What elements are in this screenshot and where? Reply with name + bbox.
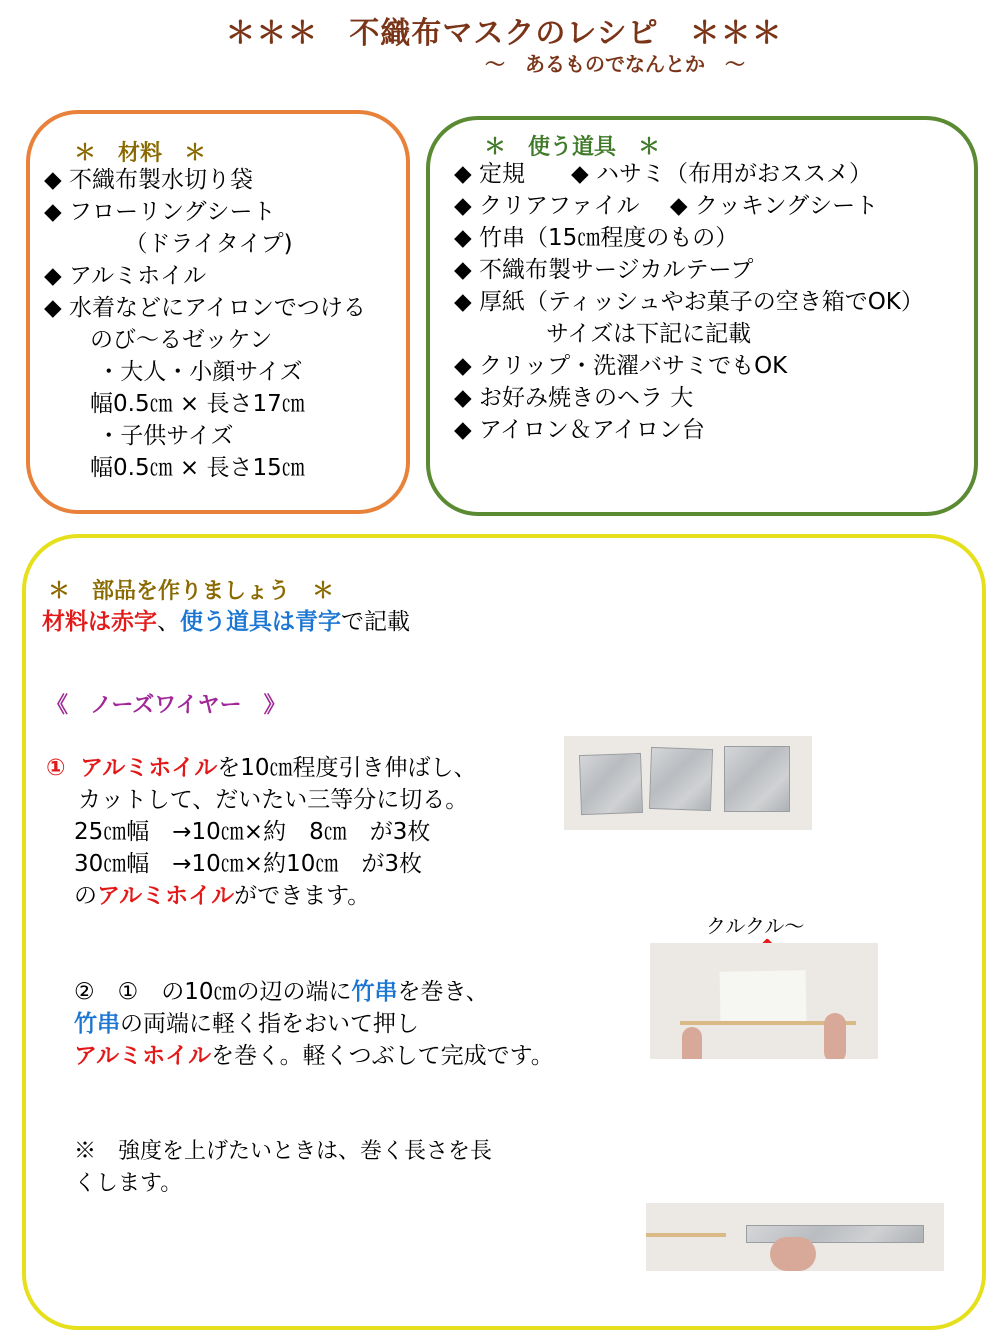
tools-header: ＊ 使う道具 ＊ — [484, 135, 661, 160]
legend-sep: 、 — [157, 609, 180, 635]
legend-tail: で記載 — [341, 609, 410, 635]
legend-blue: 使う道具は青字 — [180, 609, 341, 635]
materials-item: ◆ 不織布製水切り袋 — [44, 167, 253, 193]
tools-item: ◆ クリップ・洗濯バサミでもOK — [454, 353, 788, 379]
rolling-foil-photo — [650, 943, 878, 1059]
materials-item: 幅0.5㎝ × 長さ15㎝ — [44, 455, 305, 481]
parts-header: ＊ 部品を作りましょう ＊ — [48, 579, 335, 604]
tools-item: ◆ クリアファイル ◆ クッキングシート — [454, 193, 879, 219]
materials-item: 幅0.5㎝ × 長さ17㎝ — [44, 391, 305, 417]
materials-item: ◆ アルミホイル — [44, 263, 207, 289]
finished-wire-photo — [646, 1203, 944, 1271]
material-foil: アルミホイル — [80, 755, 218, 781]
step-1-text: ができます。 — [234, 883, 371, 909]
step-1-text: を10㎝程度引き伸ばし、 — [217, 755, 477, 781]
materials-item: のび～るゼッケン — [44, 327, 273, 353]
legend-red: 材料は赤字 — [42, 609, 157, 635]
page-title: ＊＊＊ 不織布マスクのレシピ ＊＊＊ — [225, 16, 783, 51]
note-line: ※ 強度を上げたいときは、巻く長さを長 — [74, 1139, 493, 1164]
foil-pieces-photo — [564, 736, 812, 830]
materials-item: ◆ 水着などにアイロンでつける — [44, 295, 366, 321]
strength-note — [74, 1136, 492, 1200]
step-2-text: ② ① の10㎝の辺の端に — [74, 979, 352, 1005]
step-1-text: 30㎝幅 →10㎝×約10㎝ が3枚 — [74, 851, 422, 877]
tools-item: ◆ 厚紙（ティッシュやお菓子の空き箱でOK） — [454, 289, 924, 315]
step-1-text: 25㎝幅 →10㎝×約 8㎝ が3枚 — [74, 819, 431, 845]
tools-item: ◆ 定規 ◆ ハサミ（布用がおススメ） — [454, 161, 872, 187]
tool-skewer: 竹串 — [74, 1011, 120, 1037]
tools-item: ◆ 竹串（15㎝程度のもの） — [454, 225, 739, 251]
tools-item: ◆ お好み焼きのヘラ 大 — [454, 385, 694, 411]
step-1-number: ① — [46, 755, 66, 781]
color-legend — [42, 606, 410, 638]
materials-item: ・子供サイズ — [44, 423, 234, 449]
step-1-text: の — [74, 883, 97, 909]
material-foil: アルミホイル — [74, 1043, 212, 1069]
step-2-text: を巻き、 — [397, 979, 489, 1005]
materials-item: ◆ フローリングシート — [44, 199, 276, 225]
materials-header: ＊ 材料 ＊ — [74, 141, 207, 166]
step-1-text: カットして、だいたい三等分に切る。 — [78, 787, 469, 813]
materials-item: （ドライタイプ) — [44, 231, 293, 257]
step-2-text: を巻く。軽くつぶして完成です。 — [211, 1043, 554, 1069]
tools-item: サイズは下記に記載 — [454, 321, 752, 347]
section-title: 《 ノーズワイヤー 》 — [46, 693, 286, 718]
material-foil: アルミホイル — [97, 883, 235, 909]
materials-item: ・大人・小顔サイズ — [44, 359, 303, 385]
tools-item: ◆ 不織布製サージカルテープ — [454, 257, 754, 283]
step-1 — [46, 752, 476, 912]
step-2 — [74, 976, 554, 1072]
page-subtitle: ～ あるものでなんとか ～ — [485, 52, 745, 76]
photo-caption: クルクル～ — [706, 914, 805, 938]
tools-list — [454, 158, 924, 446]
tools-item: ◆ アイロン＆アイロン台 — [454, 417, 705, 443]
note-line: くします。 — [74, 1171, 183, 1196]
materials-list — [44, 164, 366, 484]
tool-skewer: 竹串 — [351, 979, 398, 1005]
step-2-text: の両端に軽く指をおいて押し — [120, 1011, 419, 1037]
